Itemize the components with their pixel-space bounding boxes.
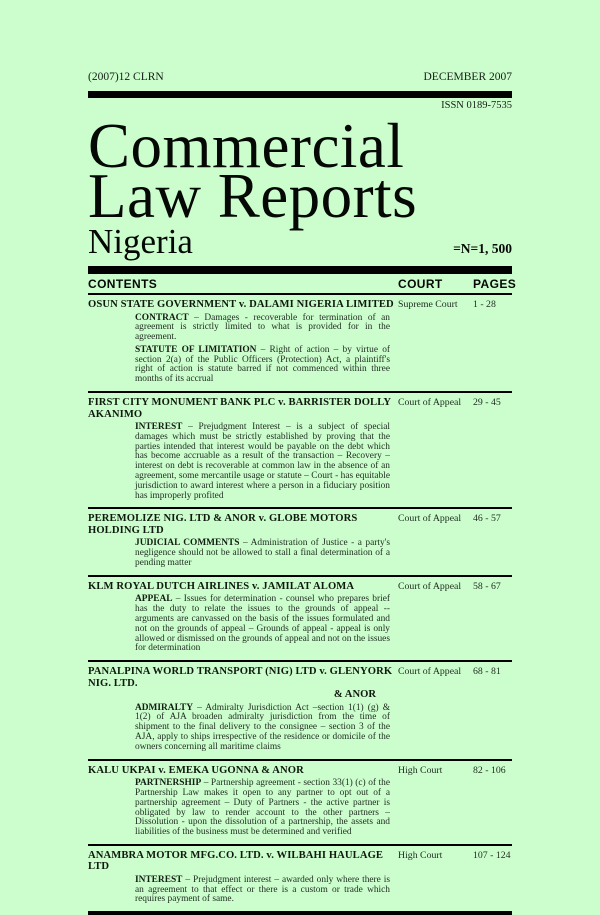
case-main xyxy=(88,299,398,385)
thick-rule-mid xyxy=(88,266,512,274)
topic-text: – Prejudgment Interest – is a subject of special damages which must be strictly established by proving that the parties intended that interest would be payable on the debt which has become accruable as a result of the transaction – Recovery – interest on debt is recoverable at common law in the absence of an agreement, some mercantile usage or statute – Court - has equitable jurisdiction to award interest where a person in a fiduciary position has improperly profited xyxy=(135,422,391,501)
topic-keyword: STATUTE OF LIMITATION xyxy=(135,344,257,355)
toc-entry-fcmb-v-akanimo xyxy=(88,393,512,509)
toc-header-pages: PAGES xyxy=(473,277,517,291)
topic-keyword: INTEREST xyxy=(135,422,183,433)
topic-text: – Right of action – by virtue of section 2(a) of the Public Officers (Protection) Act, a plaintiff's right of action is statute barred if not commenced within three months of its accrual xyxy=(135,344,390,385)
case-pages: 68 - 81 xyxy=(473,666,501,678)
case-main xyxy=(88,666,398,752)
topic-text: – Prejudgment interest – awarded only where there is an agreement to that effect or there is a custom or trade which requires payment of same. xyxy=(135,874,391,905)
issue-date: DECEMBER 2007 xyxy=(423,71,512,83)
topic-keyword: PARTNERSHIP xyxy=(135,778,202,789)
volume-citation: (2007)12 CLRN xyxy=(88,71,164,83)
journal-subtitle-country: Nigeria xyxy=(88,222,193,261)
topic-text: – Admiralty Jurisdiction Act –section 1(1) (g) & 1(2) of AJA broaden admiralty jurisdiction from the time of shipment to the final delivery to the consignee – section 3 of the AJA, apply to ships irrespective of the residence or domicile of the owners concerning all maritime claims xyxy=(135,702,391,752)
case-court: Supreme Court xyxy=(398,299,458,310)
case-court: Court of Appeal xyxy=(398,666,462,678)
case-pages: 107 - 124 xyxy=(473,849,511,861)
case-summary xyxy=(88,539,398,568)
case-title: KALU UKPAI v. EMEKA UGONNA & ANOR xyxy=(88,764,304,776)
toc-header-court: COURT xyxy=(398,277,443,291)
case-court: Court of Appeal xyxy=(398,513,462,525)
case-summary xyxy=(88,423,398,501)
case-title: KLM ROYAL DUTCH AIRLINES v. JAMILAT ALOMA xyxy=(88,580,355,592)
toc-entry-panalpina-v-glenyork xyxy=(88,662,512,760)
topic-keyword: APPEAL xyxy=(135,594,173,605)
case-summary xyxy=(88,314,398,343)
case-main xyxy=(88,765,398,838)
case-title-line2: & ANOR xyxy=(333,689,376,701)
content-column xyxy=(88,71,517,915)
case-title: ANAMBRA MOTOR MFG.CO. LTD. v. WILBAHI HAULAGE LTD xyxy=(88,849,384,873)
topic-keyword: ADMIRALTY xyxy=(135,702,193,713)
case-main xyxy=(88,397,398,501)
case-summary xyxy=(88,704,398,753)
case-summary xyxy=(88,779,398,838)
case-court: High Court xyxy=(398,764,443,776)
issn-number: ISSN 0189-7535 xyxy=(441,100,512,111)
case-court: High Court xyxy=(398,849,443,861)
topic-keyword: JUDICIAL COMMENTS xyxy=(135,538,240,549)
case-summary xyxy=(88,346,398,385)
case-pages: 1 - 28 xyxy=(473,299,496,310)
journal-title-line2: Law Reports xyxy=(88,161,418,231)
case-title: FIRST CITY MONUMENT BANK PLC v. BARRISTER DOLLY AKANIMO xyxy=(88,397,391,420)
case-main xyxy=(88,513,398,568)
case-summary xyxy=(88,876,398,905)
masthead-row xyxy=(88,71,512,84)
case-court: Court of Appeal xyxy=(398,580,462,592)
toc-entry-osun-v-dalami xyxy=(88,295,512,393)
toc-header-row xyxy=(88,274,517,295)
toc-entry-klm-v-aloma xyxy=(88,577,512,662)
case-court: Court of Appeal xyxy=(398,397,462,409)
case-title: PEREMOLIZE NIG. LTD & ANOR v. GLOBE MOTORS HOLDING LTD xyxy=(88,513,358,536)
case-pages: 58 - 67 xyxy=(473,580,501,592)
case-pages: 82 - 106 xyxy=(473,764,506,776)
topic-text: – Issues for determination - counsel who prepares brief has the duty to relate the issues to the grounds of appeal -- arguments are canvassed on the basis of the issues formulated and not on the grounds of appeal – Grounds of appeal - appeal is only allowed or dismissed on the grounds of appeal and not on the issues for determination xyxy=(135,594,390,654)
case-title: PANALPINA WORLD TRANSPORT (NIG) LTD v. GLENYORK NIG. LTD. xyxy=(88,666,393,689)
toc-entry-ukpai-v-ugonna xyxy=(88,761,512,846)
topic-text: – Damages - recoverable for termination of an agreement is strictly limited to what is provided for in the agreement. xyxy=(135,312,390,343)
topic-text: – Administration of Justice - a party's negligence should not be allowed to stall a final determination of a pending matter xyxy=(135,538,390,569)
toc-header-contents: CONTENTS xyxy=(88,277,158,291)
case-main xyxy=(88,581,398,654)
journal-title-line1: Commercial xyxy=(88,111,405,181)
topic-keyword: CONTRACT xyxy=(135,312,189,323)
topic-text: – Partnership agreement - section 33(1) (c) of the Partnership Law makes it open to any partner to opt out of a partnership agreement – Duty of Partners - the active partner is obligated by law to render account to the other partners – Dissolution - upon the dissolution of a partnership, the assets and liabilities of the business must be determined and verified xyxy=(135,778,391,838)
case-pages: 46 - 57 xyxy=(473,513,501,525)
case-summary xyxy=(88,595,398,654)
case-title: OSUN STATE GOVERNMENT v. DALAMI NIGERIA LIMITED xyxy=(88,299,394,310)
case-main xyxy=(88,850,398,905)
topic-keyword: INTEREST xyxy=(135,874,183,885)
toc-entry-anambra-v-wilbahi xyxy=(88,846,512,915)
toc-entry-peremolize-v-globe xyxy=(88,509,512,576)
thick-rule-top xyxy=(88,91,512,98)
case-pages: 29 - 45 xyxy=(473,397,501,409)
cover-price: =N=1, 500 xyxy=(453,241,512,256)
journal-title xyxy=(88,111,512,231)
